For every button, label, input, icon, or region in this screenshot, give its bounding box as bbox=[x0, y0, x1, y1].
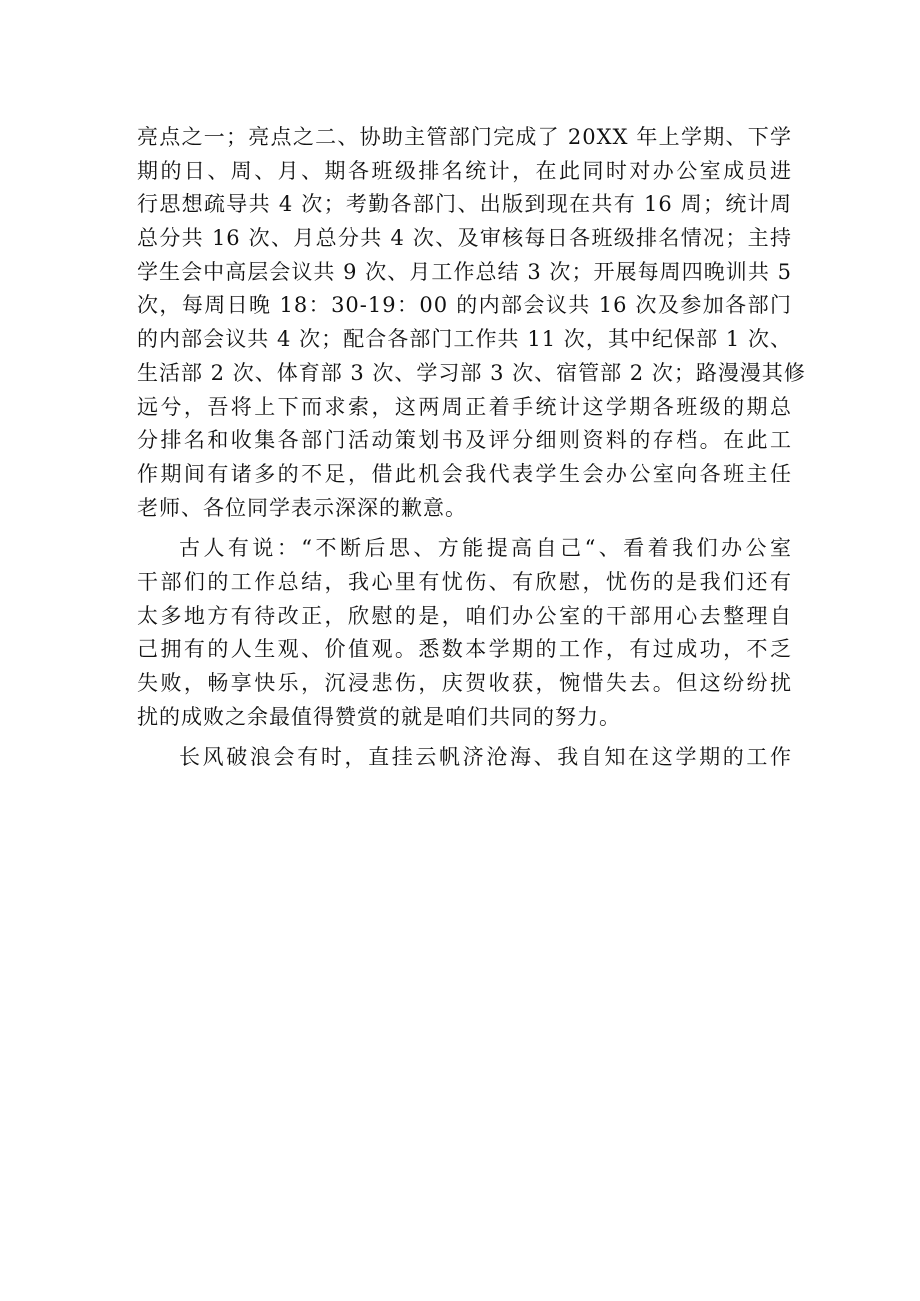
text-line: 远兮，吾将上下而求索，这两周正着手统计这学期各班级的期总 bbox=[137, 394, 792, 419]
text-line: 次，每周日晚 18：30-19：00 的内部会议共 16 次及参加各部门 bbox=[137, 293, 792, 318]
text-line: 生活部 2 次、体育部 3 次、学习部 3 次、宿管部 2 次；路漫漫其修 bbox=[137, 360, 806, 385]
text-line: 失败，畅享快乐，沉浸悲伤，庆贺收获，惋惜失去。但这纷纷扰 bbox=[137, 671, 792, 695]
paragraph-3 bbox=[137, 741, 792, 775]
text-line: 古人有说：“不断后思、方能提高自己“、看着我们办公室 bbox=[179, 536, 792, 561]
text-line: 老师、各位同学表示深深的歉意。 bbox=[137, 495, 467, 520]
text-line: 作期间有诸多的不足，借此机会我代表学生会办公室向各班主任 bbox=[137, 461, 792, 486]
text-line: 学生会中高层会议共 9 次、月工作总结 3 次；开展每周四晚训共 5 bbox=[137, 259, 792, 284]
text-line: 总分共 16 次、月总分共 4 次、及审核每日各班级排名情况；主持 bbox=[137, 226, 792, 251]
text-line: 期的日、周、月、期各班级排名统计，在此同时对办公室成员进 bbox=[137, 158, 792, 183]
text-line: 长风破浪会有时，直挂云帆济沧海、我自知在这学期的工作 bbox=[179, 745, 792, 770]
text-line: 分排名和收集各部门活动策划书及评分细则资料的存档。在此工 bbox=[137, 428, 792, 453]
paragraph-separator bbox=[137, 525, 792, 532]
text-line: 扰的成败之余最值得赞赏的就是咱们共同的努力。 bbox=[137, 704, 621, 729]
text-line: 己拥有的人生观、价值观。悉数本学期的工作，有过成功，不乏 bbox=[137, 637, 792, 662]
paragraph-1 bbox=[137, 121, 806, 525]
text-line: 干部们的工作总结，我心里有忧伤、有欣慰，忧伤的是我们还有 bbox=[137, 569, 792, 594]
text-line: 太多地方有待改正，欣慰的是，咱们办公室的干部用心去整理自 bbox=[137, 603, 792, 628]
document-body bbox=[137, 121, 806, 775]
paragraph-2 bbox=[137, 532, 792, 734]
text-line: 亮点之一；亮点之二、协助主管部门完成了 20XX 年上学期、下学 bbox=[137, 125, 792, 149]
paragraph-separator bbox=[137, 734, 792, 741]
text-line: 的内部会议共 4 次；配合各部门工作共 11 次，其中纪保部 1 次、 bbox=[137, 327, 792, 352]
text-line: 行思想疏导共 4 次；考勤各部门、出版到现在共有 16 周；统计周 bbox=[137, 192, 792, 217]
